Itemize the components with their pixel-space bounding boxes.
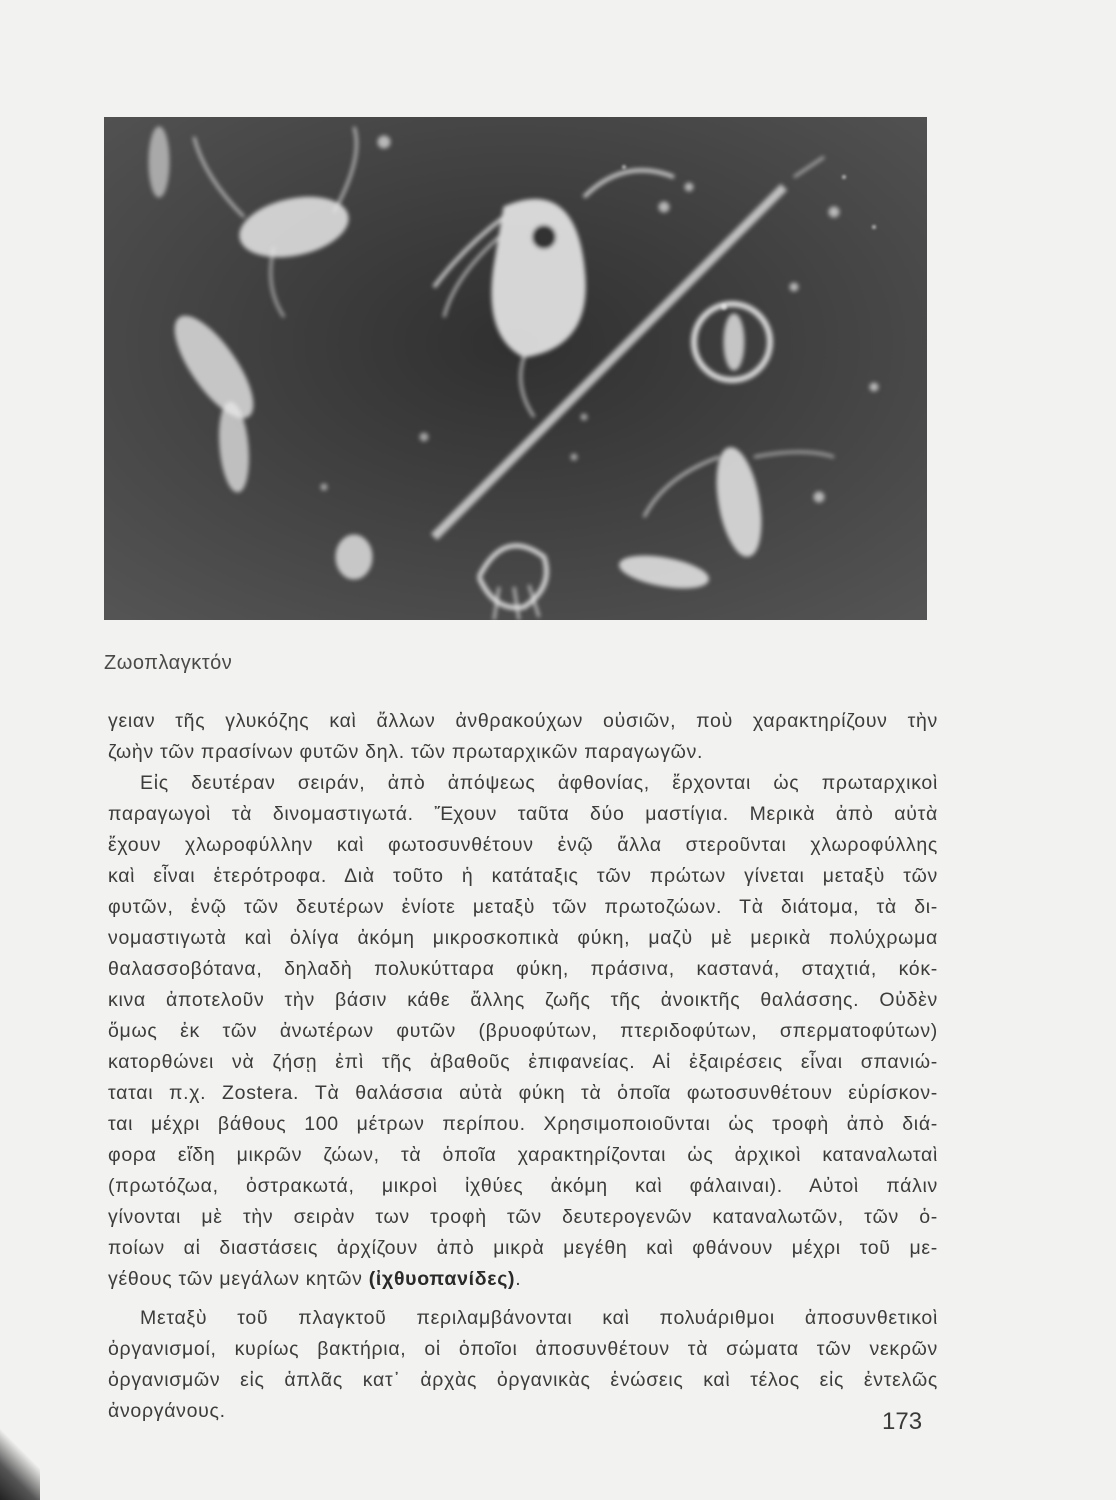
text-line: γειαν τῆς γλυκόζης καὶ ἄλλων ἀνθρακούχων οὐσιῶν, ποὺ χαρακτηρίζουν τὴν: [108, 710, 938, 732]
text-line: ὅμως ἐκ τῶν ἀνωτέρων φυτῶν (βρυοφύτων, πτεριδοφύτων, σπερματοφύτων): [108, 1020, 938, 1042]
text-line: καὶ εἶναι ἑτερότροφα. Διὰ τοῦτο ἡ κατάταξις τῶν πρώτων γίνεται μεταξὺ τῶν: [108, 865, 938, 887]
text-line: Εἰς δευτέραν σειράν, ἀπὸ ἀπόψεως ἀφθονίας, ἔρχονται ὡς πρωταρχικοὶ: [140, 772, 938, 794]
text-line: παραγωγοὶ τὰ δινομαστιγωτά. Ἔχουν ταῦτα δύο μαστίγια. Μερικὰ ἀπὸ αὐτὰ: [108, 803, 938, 825]
paragraph-2: [108, 1303, 938, 1427]
text-line: ται μέχρι βάθους 100 μέτρων περίπου. Χρησιμοποιοῦνται ὡς τροφὴ ἀπὸ διά-: [108, 1113, 938, 1135]
text-line: φυτῶν, ἐνῷ τῶν δευτέρων ἐνίοτε μεταξὺ τῶν πρωτοζώων. Τὰ διάτομα, τὰ δι-: [108, 896, 938, 918]
text-fragment: γέθους τῶν μεγάλων κητῶν: [108, 1268, 369, 1290]
page-number: 173: [882, 1408, 923, 1435]
figure-caption: Ζωοπλαγκτόν: [104, 652, 233, 674]
text-line: φορα εἴδη μικρῶν ζώων, τὰ ὁποῖα χαρακτηρίζονται ὡς ἀρχικοὶ καταναλωταὶ: [108, 1144, 938, 1166]
text-line: ὀργανισμοί, κυρίως βακτήρια, οἱ ὁποῖοι ἀποσυνθέτουν τὰ σώματα τῶν νεκρῶν: [108, 1338, 938, 1360]
text-line: ἔχουν χλωροφύλλην καὶ φωτοσυνθέτουν ἐνῷ ἄλλα στεροῦνται χλωροφύλλης: [108, 834, 938, 856]
text-line: κινα ἀποτελοῦν τὴν βάσιν κάθε ἄλλης ζωῆς τῆς ἀνοικτῆς θαλάσσης. Οὐδὲν: [108, 989, 938, 1011]
zooplankton-photo: [104, 117, 927, 620]
text-line: νομαστιγωτὰ καὶ ὀλίγα ἀκόμη μικροσκοπικὰ φύκη, μαζὺ μὲ μερικὰ πολύχρωμα: [108, 927, 938, 949]
paragraph-1: [108, 706, 938, 1295]
text-line: γίνονται μὲ τὴν σειρὰν των τροφὴ τῶν δευτερογενῶν καταναλωτῶν, τῶν ὁ-: [108, 1206, 938, 1228]
text-line: [108, 1264, 938, 1295]
text-line: (πρωτόζωα, ὀστρακωτά, μικροὶ ἰχθύες ἀκόμη καὶ φάλαιναι). Αὐτοὶ πάλιν: [108, 1175, 938, 1197]
text-line: ταται π.χ. Zostera. Τὰ θαλάσσια αὐτὰ φύκη τὰ ὁποῖα φωτοσυνθέτουν εὑρίσκον-: [108, 1082, 938, 1104]
text-line: ἀνοργάνους.: [108, 1400, 226, 1422]
text-line: κατορθώνει νὰ ζήσῃ ἐπὶ τῆς ἀβαθοῦς ἐπιφανείας. Αἱ ἐξαιρέσεις εἶναι σπανιώ-: [108, 1051, 938, 1073]
text-line: Μεταξὺ τοῦ πλαγκτοῦ περιλαμβάνονται καὶ πολυάριθμοι ἀποσυνθετικοὶ: [140, 1307, 938, 1329]
text-line: ὀργανισμῶν εἰς ἁπλᾶς κατ᾽ ἀρχὰς ὀργανικὰς ἑνώσεις καὶ τέλος εἰς ἐντελῶς: [108, 1369, 938, 1391]
zooplankton-illustration: [104, 117, 927, 620]
bold-term: (ἰχθυοπανίδες): [368, 1268, 516, 1290]
page-edge-shadow: [0, 1420, 40, 1500]
body-text: [108, 706, 938, 1427]
text-line: ζωὴν τῶν πρασίνων φυτῶν δηλ. τῶν πρωταρχικῶν παραγωγῶν.: [108, 741, 704, 763]
text-line: ποίων αἱ διαστάσεις ἀρχίζουν ἀπὸ μικρὰ μεγέθη καὶ φθάνουν μέχρι τοῦ με-: [108, 1237, 938, 1259]
text-line: θαλασσοβότανα, δηλαδὴ πολυκύτταρα φύκη, πράσινα, καστανά, σταχτιά, κόκ-: [108, 958, 938, 980]
text-fragment: .: [515, 1268, 522, 1290]
